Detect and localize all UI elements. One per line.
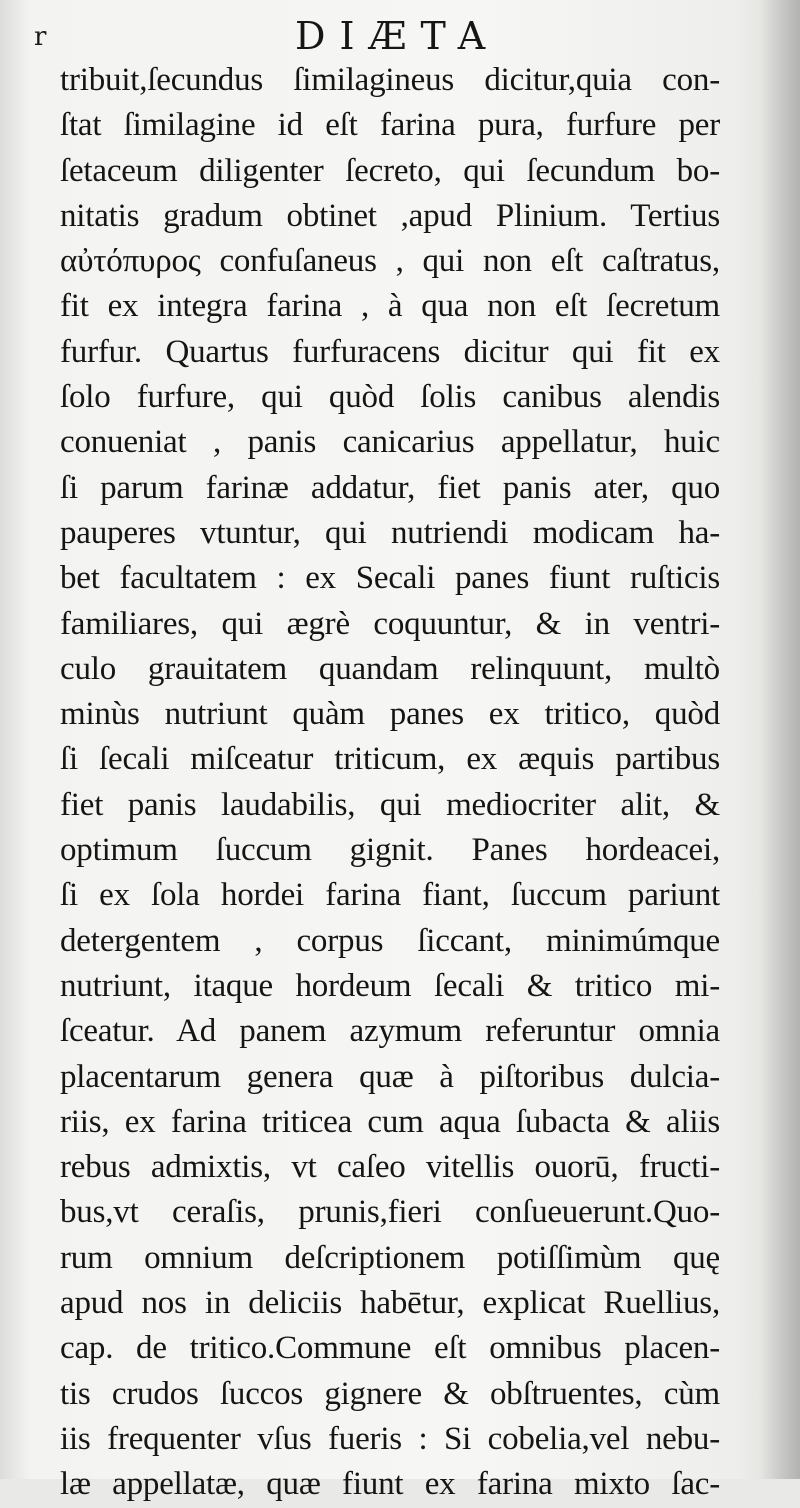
text-line: optimum ſuccum gignit. Panes hordeacei, bbox=[60, 832, 720, 869]
text-line: pauperes vtuntur, qui nutriendi modicam ha- bbox=[60, 514, 720, 551]
text-line: culo grauitatem quandam relinquunt, multò bbox=[60, 650, 720, 687]
text-line: nitatis gradum obtinet ,apud Plinium. Tertius bbox=[60, 197, 720, 234]
text-line: conueniat , panis canicarius appellatur, huic bbox=[60, 424, 720, 461]
text-line: fiet panis laudabilis, qui mediocriter alit, & bbox=[60, 786, 720, 823]
text-line: ſi ſecali miſceatur triticum, ex æquis partibus bbox=[60, 741, 720, 778]
text-line: bus,vt ceraſis, prunis,fieri conſueuerunt.Quo- bbox=[60, 1194, 720, 1231]
body-text bbox=[60, 58, 720, 1508]
text-line: læ appellatæ, quæ fiunt ex farina mixto ſac- bbox=[60, 1466, 720, 1503]
text-line: rebus admixtis, vt caſeo vitellis ouorū, fructi- bbox=[60, 1149, 720, 1186]
text-line: ſetaceum diligenter ſecreto, qui ſecundum bo- bbox=[60, 152, 720, 189]
text-line: apud nos in deliciis habētur, explicat Ruellius, bbox=[60, 1285, 720, 1322]
text-line: ſtat ſimilagine id eſt farina pura, furfure per bbox=[60, 107, 720, 144]
text-line: riis, ex farina triticea cum aqua ſubacta & aliis bbox=[60, 1103, 720, 1140]
text-line: nutriunt, itaque hordeum ſecali & tritico mi- bbox=[60, 967, 720, 1004]
text-line: iis frequenter vſus fueris : Si cobelia,vel nebu- bbox=[60, 1420, 720, 1457]
corner-mark: r bbox=[34, 22, 47, 52]
text-line: tribuit,ſecundus ſimilagineus dicitur,quia con- bbox=[60, 62, 720, 98]
text-line: αὐτόπυρος confuſaneus , qui non eſt caſtratus, bbox=[60, 243, 720, 280]
text-line: furfur. Quartus furfuracens dicitur qui fit ex bbox=[60, 333, 720, 370]
text-line: familiares, qui ægrè coquuntur, & in ventri- bbox=[60, 605, 720, 642]
text-line: tis crudos ſuccos gignere & obſtruentes, cùm bbox=[60, 1375, 720, 1412]
text-line: ſolo furfure, qui quòd ſolis canibus alendis bbox=[60, 379, 720, 416]
page-edge-shadow bbox=[760, 0, 800, 1479]
text-line: fit ex integra farina , à qua non eſt ſecretum bbox=[60, 288, 720, 325]
text-line: ſi parum farinæ addatur, fiet panis ater, quo bbox=[60, 469, 720, 506]
text-line: ſi ex ſola hordei farina fiant, ſuccum pariunt bbox=[60, 877, 720, 914]
text-line: minùs nutriunt quàm panes ex tritico, quòd bbox=[60, 696, 720, 733]
text-line: detergentem , corpus ſiccant, minimúmque bbox=[60, 922, 720, 959]
text-line: placentarum genera quæ à piſtoribus dulcia- bbox=[60, 1058, 720, 1095]
running-head: DIÆTA bbox=[295, 14, 500, 58]
text-line: cap. de tritico.Commune eſt omnibus placen- bbox=[60, 1330, 720, 1367]
text-line: rum omnium deſcriptionem potiſſimùm quę bbox=[60, 1239, 720, 1276]
text-line: bet facultatem : ex Secali panes fiunt ruſticis bbox=[60, 560, 720, 597]
text-line: ſceatur. Ad panem azymum referuntur omnia bbox=[60, 1013, 720, 1050]
